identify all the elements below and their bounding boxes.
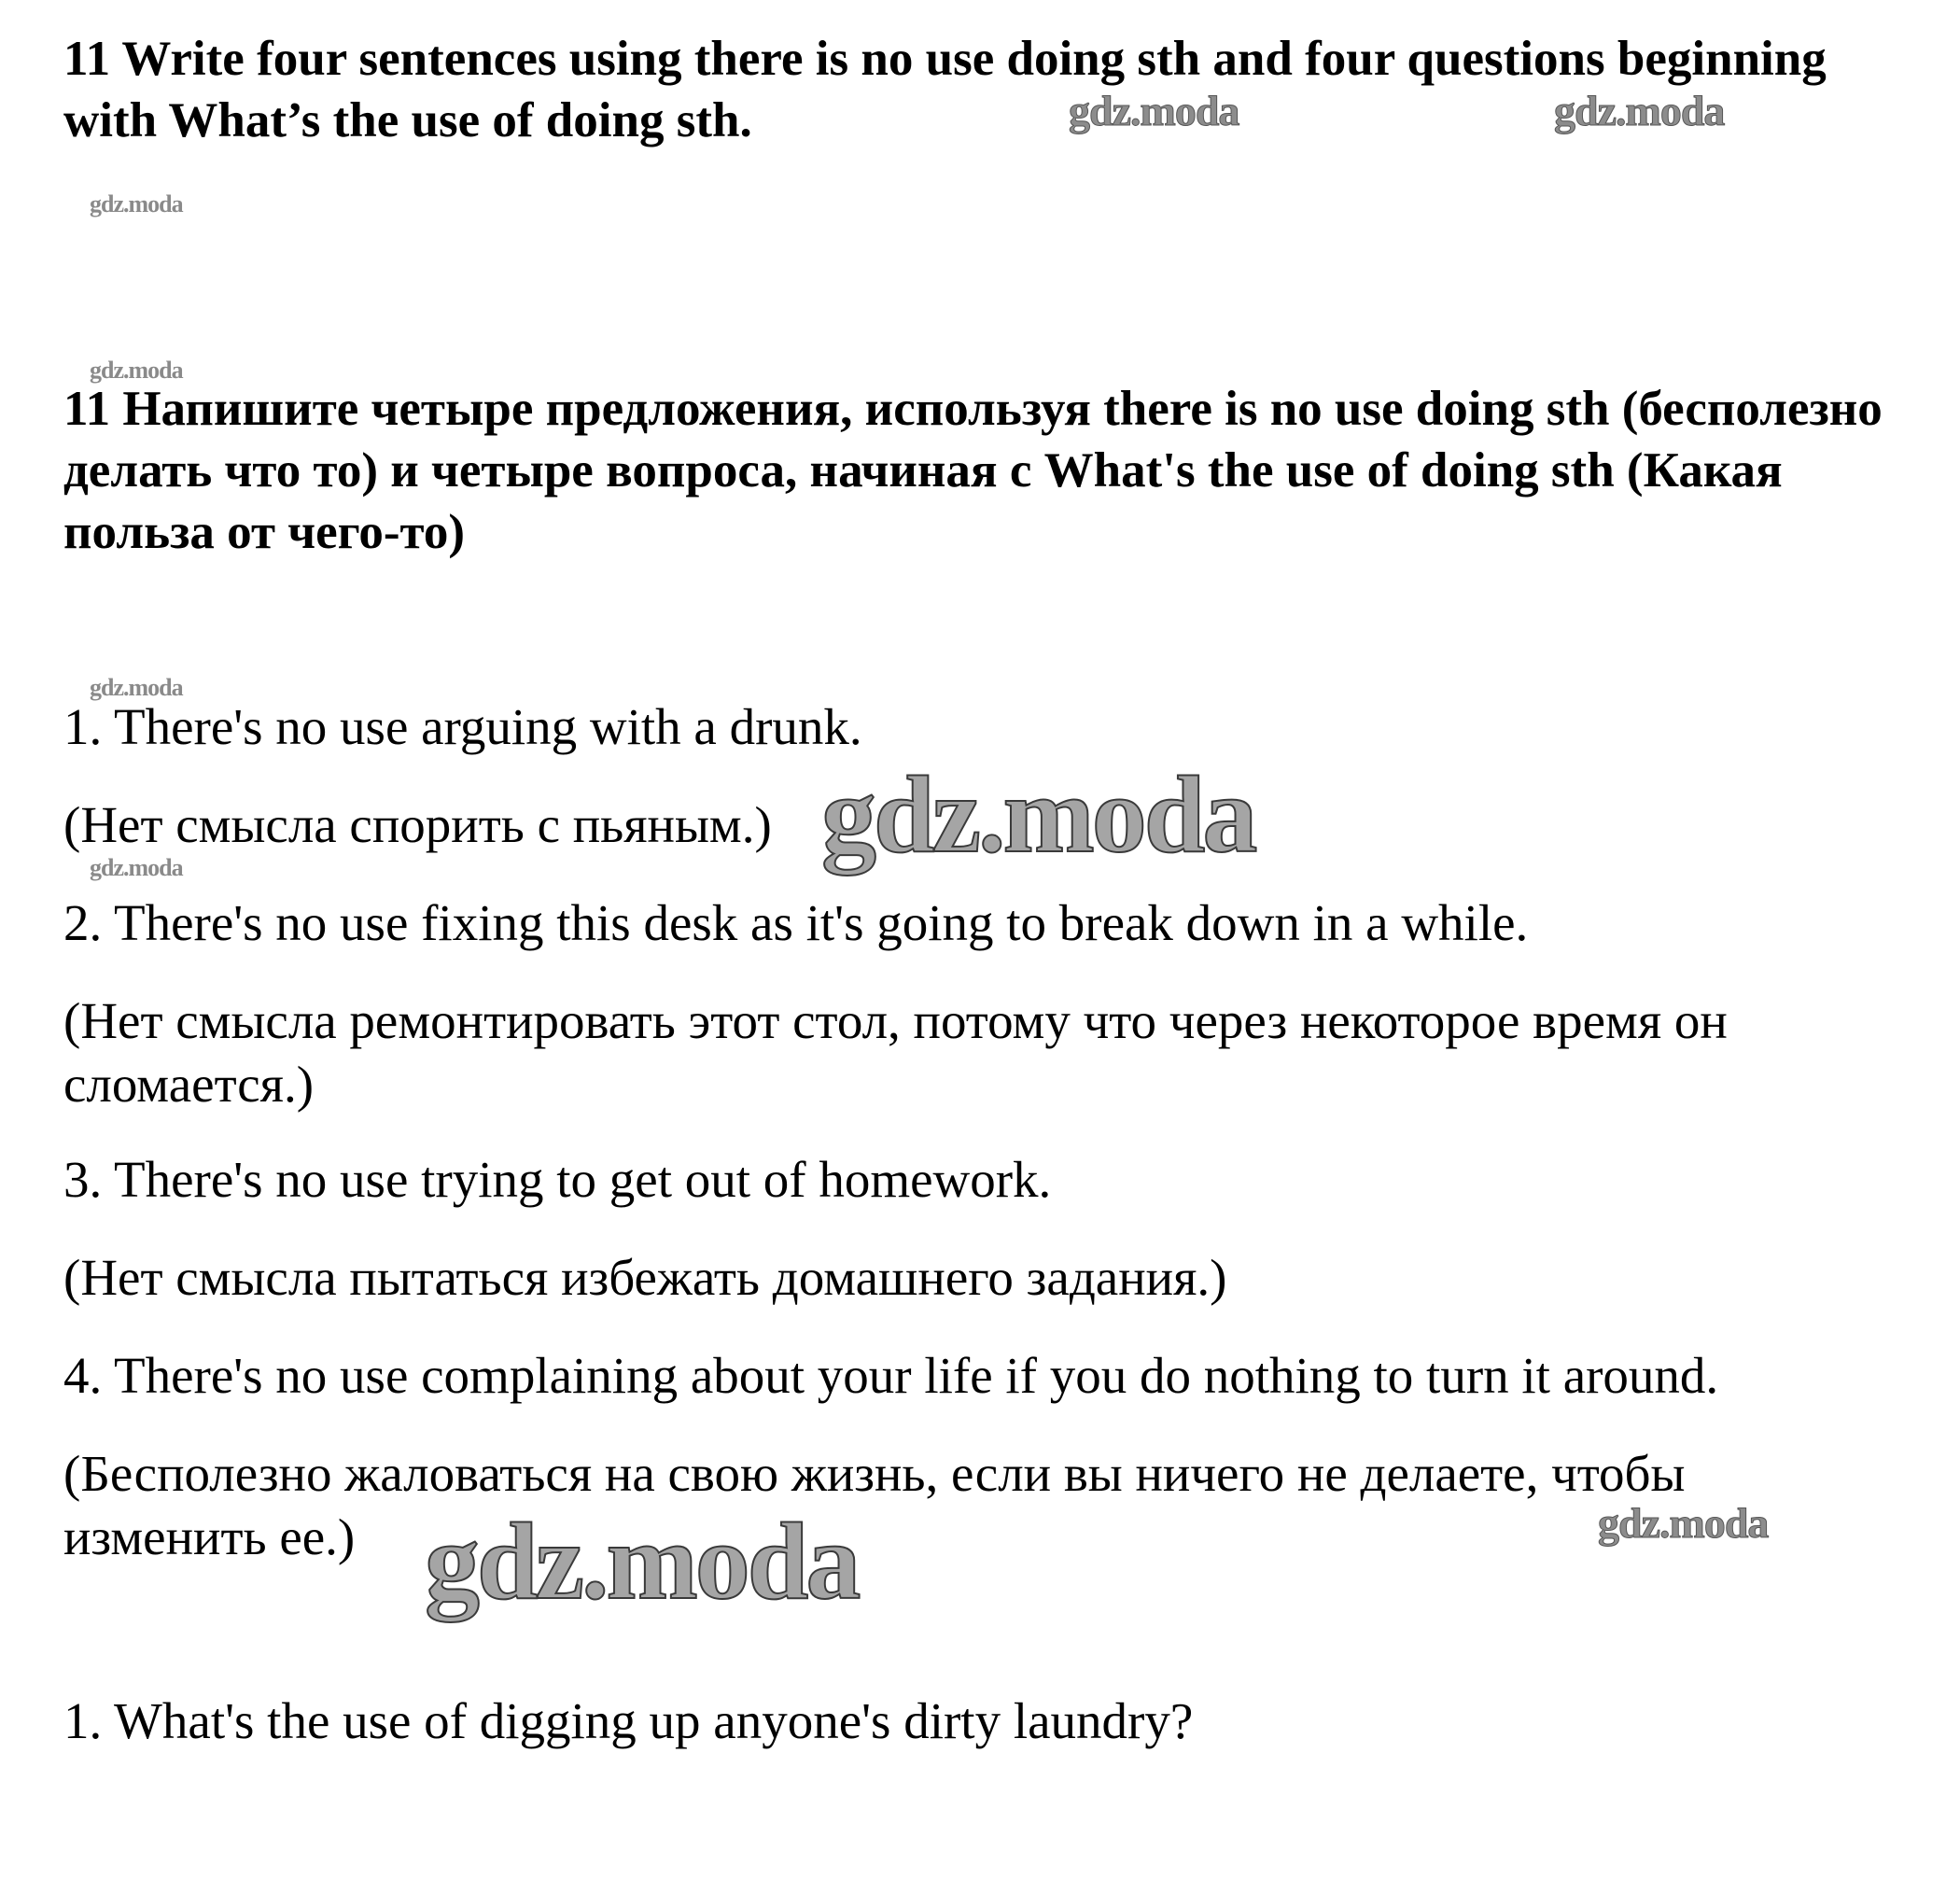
watermark: gdz.moda [1554, 87, 1725, 134]
sentence-1-english: 1. There's no use arguing with a drunk. [63, 698, 862, 755]
watermark: gdz.moda [425, 1500, 859, 1622]
sentence-4-russian: (Бесполезно жаловаться на свою жизнь, если вы ничего не делаете, чтобы изменить ее.) [63, 1445, 1686, 1565]
watermark: gdz.moda [90, 190, 183, 217]
sentence-3-russian: (Нет смысла пытаться избежать домашнего задания.) [63, 1249, 1227, 1306]
watermark: gdz.moda [821, 753, 1255, 876]
sentence-1-russian: (Нет смысла спорить с пьяным.) [63, 796, 772, 853]
sentence-2-russian: (Нет смысла ремонтировать этот стол, потому что через некоторое время он сломается.) [63, 992, 1728, 1113]
watermark: gdz.moda [90, 357, 183, 384]
question-1-english: 1. What's the use of digging up anyone's dirty laundry? [63, 1692, 1194, 1749]
sentence-2-english: 2. There's no use fixing this desk as it's going to break down in a while. [63, 894, 1529, 951]
russian-task-title: 11 Напишите четыре предложения, используя there is no use doing sth (бесполезно делать что то) и четыре вопроса, начиная с What's the use of doing sth (Какая польза от чего-то) [63, 382, 1883, 559]
english-task-title: 11 Write four sentences using there is no use doing sth and four questions beginning with What’s the use of doing sth. [63, 32, 1827, 147]
sentence-4-english: 4. There's no use complaining about your life if you do nothing to turn it around. [63, 1347, 1719, 1404]
sentence-3-english: 3. There's no use trying to get out of homework. [63, 1151, 1052, 1208]
watermark: gdz.moda [90, 854, 183, 881]
watermark: gdz.moda [1069, 87, 1239, 134]
watermark: gdz.moda [1598, 1499, 1769, 1547]
watermark: gdz.moda [90, 674, 183, 701]
